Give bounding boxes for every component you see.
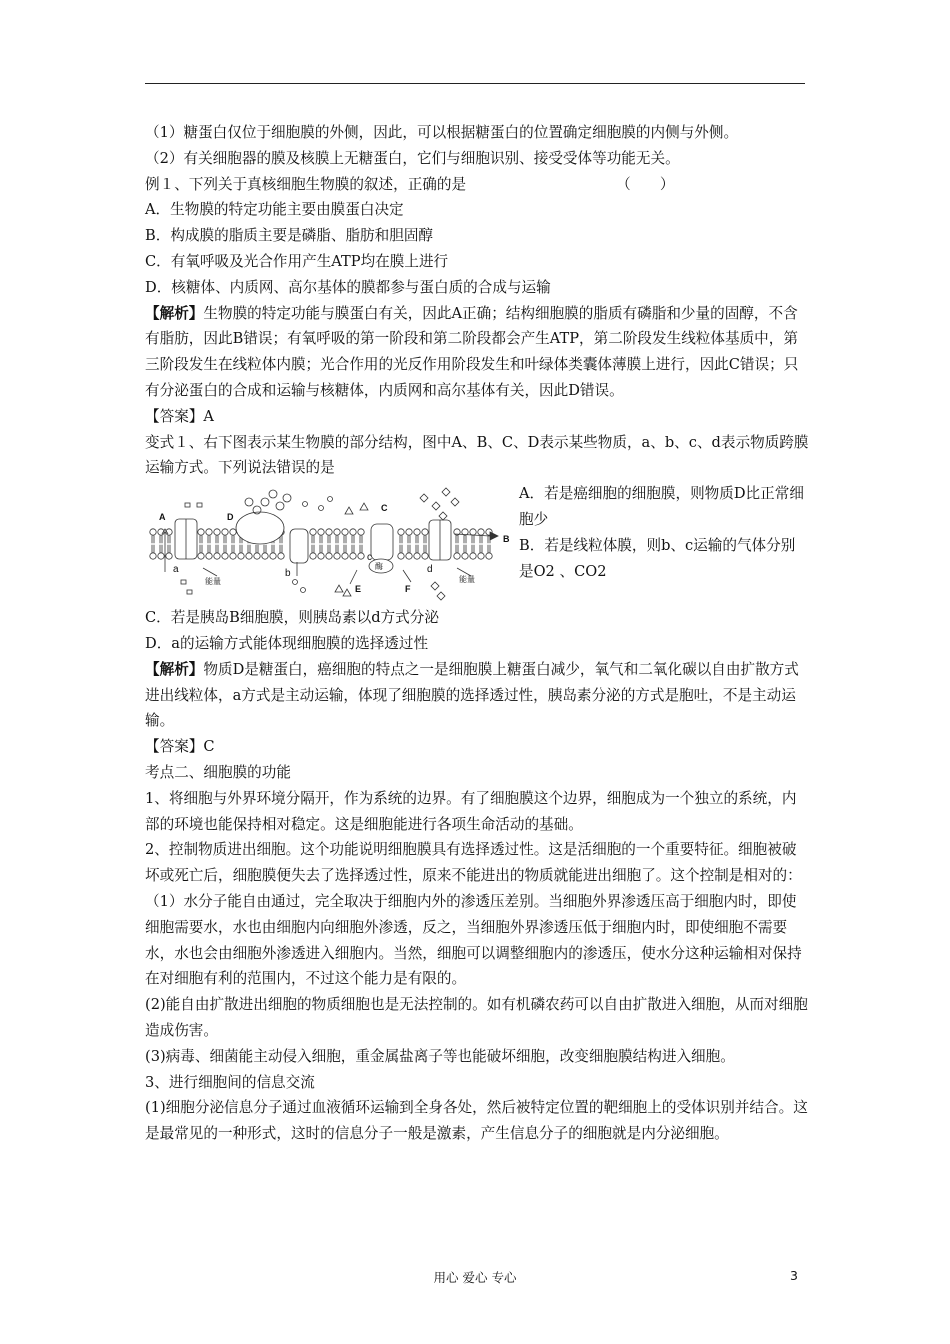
label-b: b: [285, 568, 291, 580]
page-number: 3: [790, 1268, 798, 1283]
phospholipid-head: [310, 553, 316, 559]
phospholipid-head: [214, 529, 220, 535]
label-D: D: [227, 512, 234, 523]
phospholipid-tail: [256, 545, 258, 553]
label-F: F: [405, 584, 411, 595]
note-1: （1）糖蛋白仅位于细胞膜的外侧，因此，可以根据糖蛋白的位置确定细胞膜的内侧与外侧。: [145, 124, 739, 141]
phospholipid-tail: [416, 545, 418, 553]
phospholipid-tail: [480, 535, 482, 543]
phospholipid-head: [478, 529, 484, 535]
phospholipid-tail: [224, 535, 226, 543]
section-item: (2)能自由扩散进出细胞的物质细胞也是无法控制的。如有机磷农药可以自由扩散进入细胞，从而对细胞造成伤害。: [145, 996, 808, 1039]
question-text: 例１、下列关于真核细胞生物膜的叙述，正确的是: [145, 175, 467, 193]
phospholipid-head: [422, 553, 428, 559]
phospholipid-tail: [320, 535, 322, 543]
phospholipid-head: [406, 553, 412, 559]
phospholipid-tail: [328, 535, 330, 543]
section-item: （1）水分子能自由通过，完全取决于细胞内外的渗透压差别。当细胞外界渗透压高于细胞内时，即使细胞需要水，水也由细胞内向细胞外渗透，反之，当细胞外界渗透压低于细胞内时，即使细胞不需要水，水也会由细胞外渗透进入细胞内。当然，细胞可以调整细胞内的渗透压，使水分这种运输相对保持在对细胞有利的范围内，不过这个能力是有限的。: [145, 892, 802, 988]
phospholipid-tail: [280, 545, 282, 553]
section-item: (1)细胞分泌信息分子通过血液循环运输到全身各处，然后被特定位置的靶细胞上的受体识别并结合。这是最常见的一种形式，这时的信息分子一般是激素，产生信息分子的细胞就是内分泌细胞。: [145, 1099, 808, 1143]
example-1-analysis: [145, 301, 810, 404]
label-a: a: [173, 564, 179, 576]
phospholipid-head: [478, 553, 484, 559]
phospholipid-tail: [312, 545, 314, 553]
phospholipid-head: [254, 553, 260, 559]
phospholipid-tail: [472, 545, 474, 553]
phospholipid-tail: [424, 545, 426, 553]
section-heading: 考点二、细胞膜的功能: [145, 763, 291, 781]
enzyme-label: 酶: [375, 562, 383, 572]
phospholipid-tail: [344, 535, 346, 543]
phospholipid-head: [318, 529, 324, 535]
phospholipid-tail: [152, 545, 154, 553]
variant-1-option-b: B．若是线粒体膜，则b、c运输的气体分别是O2 、CO2: [519, 536, 796, 580]
phospholipid-tail: [168, 535, 170, 543]
phospholipid-head: [470, 529, 476, 535]
phospholipid-tail: [352, 545, 354, 553]
phospholipid-tail: [408, 535, 410, 543]
phospholipid-head: [350, 553, 356, 559]
phospholipid-tail: [408, 545, 410, 553]
phospholipid-head: [486, 553, 492, 559]
phospholipid-head: [310, 529, 316, 535]
phospholipid-head: [198, 553, 204, 559]
phospholipid-tail: [456, 545, 458, 553]
variant-1-option-c: C．若是胰岛B细胞膜，则胰岛素以d方式分泌: [145, 609, 439, 627]
phospholipid-tail: [464, 545, 466, 553]
phospholipid-head: [246, 553, 252, 559]
energy-label-2: 能量: [459, 575, 475, 585]
phospholipid-tail: [232, 535, 234, 543]
phospholipid-head: [318, 553, 324, 559]
variant-1-analysis: [145, 657, 810, 734]
phospholipid-tail: [416, 535, 418, 543]
footer-slogan: 用心 爱心 专心: [433, 1270, 517, 1285]
phospholipid-tail: [424, 535, 426, 543]
label-C: C: [381, 503, 388, 514]
phospholipid-tail: [200, 545, 202, 553]
label-c: c: [367, 552, 372, 564]
protein-c: [371, 524, 393, 560]
channel-protein-b: [290, 529, 308, 563]
phospholipid-tail: [360, 535, 362, 543]
phospholipid-tail: [336, 535, 338, 543]
example-1-question: [145, 172, 810, 198]
label-E: E: [355, 584, 362, 595]
phospholipid-head: [222, 529, 228, 535]
label-d: d: [427, 564, 433, 576]
phospholipid-head: [238, 553, 244, 559]
phospholipid-tail: [216, 545, 218, 553]
phospholipid-head: [166, 553, 172, 559]
phospholipid-tail: [352, 535, 354, 543]
phospholipid-head: [230, 529, 236, 535]
phospholipid-tail: [200, 535, 202, 543]
variant-1-question: 变式１、右下图表示某生物膜的部分结构，图中A、B、C、D表示某些物质，a、b、c、d表示物质跨膜运输方式。下列说法错误的是: [145, 433, 809, 477]
phospholipid-head: [398, 553, 404, 559]
section-item: (3)病毒、细菌能主动侵入细胞，重金属盐离子等也能破坏细胞，改变细胞膜结构进入细胞。: [145, 1047, 735, 1065]
analysis-text: 物质D是糖蛋白，癌细胞的特点之一是细胞膜上糖蛋白减少，氧气和二氧化碳以自由扩散方式进出线粒体，a方式是主动运输，体现了细胞膜的选择透过性，胰岛素分泌的方式是胞吐，不是主动运输。: [145, 660, 799, 730]
phospholipid-head: [422, 529, 428, 535]
phospholipid-head: [358, 529, 364, 535]
example-1-answer: 【答案】A: [145, 407, 214, 425]
phospholipid-tail: [152, 535, 154, 543]
phospholipid-tail: [232, 545, 234, 553]
phospholipid-head: [222, 553, 228, 559]
variant-1-option-a: A．若是癌细胞的细胞膜，则物质D比正常细胞少: [519, 485, 804, 528]
phospholipid-head: [198, 529, 204, 535]
phospholipid-head: [342, 553, 348, 559]
example-1-option-c: C．有氧呼吸及光合作用产生ATP均在膜上进行: [145, 252, 449, 270]
phospholipid-tail: [400, 545, 402, 553]
phospholipid-head: [350, 529, 356, 535]
phospholipid-head: [326, 529, 332, 535]
analysis-text: 生物膜的特定功能与膜蛋白有关，因此A正确；结构细胞膜的脂质有磷脂和少量的固醇，不含有脂肪，因此B错误；有氧呼吸的第一阶段和第二阶段都会产生ATP，第二阶段发生线粒体基质中，第三阶段发生在线粒体内膜；光合作用的光反作用阶段发生和叶绿体类囊体薄膜上进行，因此C错误；只有分泌蛋白的合成和运输与核糖体，内质网和高尔基体有关，因此D错误。: [145, 304, 799, 399]
section-item: 3、进行细胞间的信息交流: [145, 1073, 315, 1091]
phospholipid-head: [230, 553, 236, 559]
phospholipid-tail: [320, 545, 322, 553]
phospholipid-head: [454, 553, 460, 559]
example-1-option-a: A．生物膜的特定功能主要由膜蛋白决定: [145, 201, 404, 219]
section-item: 1、将细胞与外界环境分隔开，作为系统的边界。有了细胞膜这个边界，细胞成为一个独立的系统，内部的环境也能保持相对稳定。这是细胞能进行各项生命活动的基础。: [145, 789, 797, 833]
phospholipid-head: [262, 553, 268, 559]
phospholipid-head: [358, 553, 364, 559]
phospholipid-head: [334, 553, 340, 559]
phospholipid-head: [406, 529, 412, 535]
phospholipid-head: [278, 553, 284, 559]
variant-1-answer: 【答案】C: [145, 738, 215, 756]
phospholipid-head: [206, 529, 212, 535]
example-1-option-b: B．构成膜的脂质主要是磷脂、脂肪和胆固醇: [145, 227, 434, 245]
phospholipid-head: [270, 553, 276, 559]
variant-1-option-d: D．a的运输方式能体现细胞膜的选择透过性: [145, 634, 429, 652]
phospholipid-tail: [344, 545, 346, 553]
phospholipid-tail: [168, 545, 170, 553]
phospholipid-tail: [160, 545, 162, 553]
phospholipid-head: [206, 553, 212, 559]
phospholipid-head: [398, 529, 404, 535]
phospholipid-tail: [464, 535, 466, 543]
section-item: 2、控制物质进出细胞。这个功能说明细胞膜具有选择透过性。这是活细胞的一个重要特征。细胞被破坏或死亡后，细胞膜便失去了选择透过性，原来不能进出的物质就能进出细胞了。这个控制是相对的：: [145, 841, 802, 885]
phospholipid-head: [326, 553, 332, 559]
phospholipid-tail: [400, 535, 402, 543]
phospholipid-tail: [328, 545, 330, 553]
note-2: （2）有关细胞器的膜及核膜上无糖蛋白，它们与细胞识别、接受受体等功能无关。: [145, 149, 680, 167]
phospholipid-head: [470, 553, 476, 559]
phospholipid-head: [150, 553, 156, 559]
page-body: [145, 120, 810, 1147]
analysis-tag: 【解析】: [145, 660, 204, 678]
label-B: B: [503, 534, 510, 545]
phospholipid-tail: [160, 535, 162, 543]
answer-blank: （ ）: [616, 175, 675, 193]
glycoprotein-d: [236, 512, 284, 544]
figure-row: [145, 484, 810, 605]
phospholipid-head: [414, 553, 420, 559]
phospholipid-head: [214, 553, 220, 559]
phospholipid-tail: [224, 545, 226, 553]
phospholipid-tail: [336, 545, 338, 553]
phospholipid-head: [150, 529, 156, 535]
example-1-option-d: D．核糖体、内质网、高尔基体的膜都参与蛋白质的合成与运输: [145, 278, 551, 296]
phospholipid-tail: [272, 545, 274, 553]
phospholipid-tail: [208, 545, 210, 553]
phospholipid-tail: [488, 545, 490, 553]
phospholipid-tail: [208, 535, 210, 543]
phospholipid-head: [342, 529, 348, 535]
figure-side-options: [519, 481, 809, 584]
phospholipid-tail: [216, 535, 218, 543]
label-A: A: [159, 512, 166, 523]
header-rule: [145, 83, 805, 84]
phospholipid-head: [414, 529, 420, 535]
phospholipid-tail: [456, 535, 458, 543]
phospholipid-tail: [472, 535, 474, 543]
membrane-diagram: [145, 484, 515, 602]
energy-label-1: 能量: [205, 577, 221, 587]
phospholipid-head: [462, 553, 468, 559]
phospholipid-tail: [312, 535, 314, 543]
phospholipid-head: [158, 553, 164, 559]
phospholipid-tail: [248, 545, 250, 553]
phospholipid-tail: [264, 545, 266, 553]
phospholipid-head: [334, 529, 340, 535]
phospholipid-tail: [360, 545, 362, 553]
analysis-tag: 【解析】: [145, 304, 204, 322]
phospholipid-tail: [480, 545, 482, 553]
phospholipid-tail: [240, 545, 242, 553]
